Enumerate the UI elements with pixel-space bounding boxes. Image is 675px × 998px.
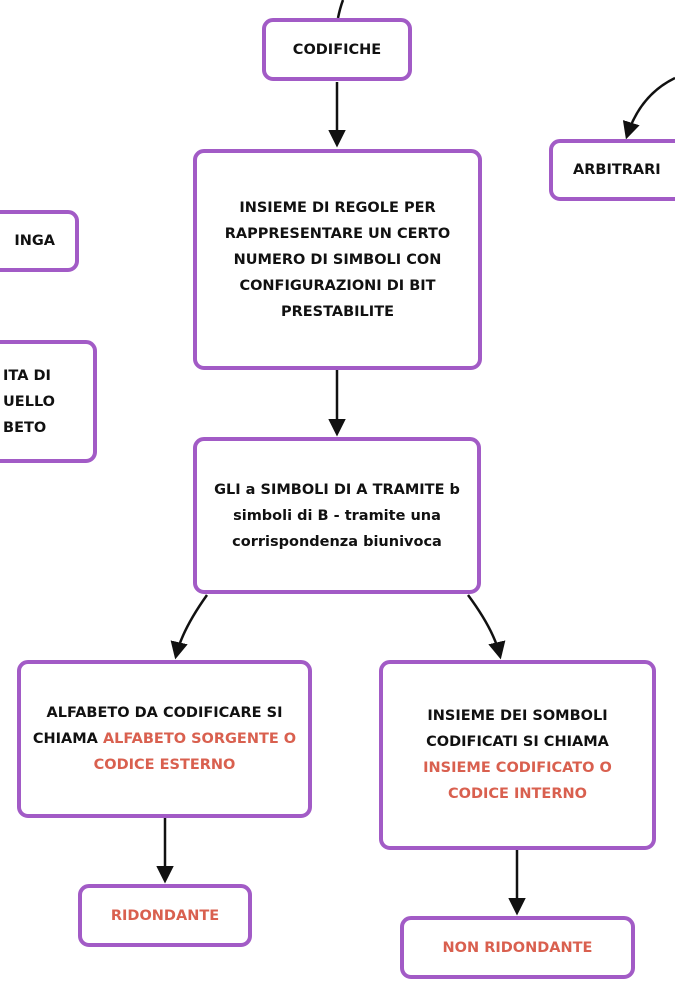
edge-corrispondenza-to-insieme [468, 595, 500, 656]
node-ridondante-label: RIDONDANTE [110, 907, 220, 924]
node-alfabeto-sorgente-accent: ALFABETO SORGENTE O CODICE ESTERNO [93, 731, 297, 773]
node-ridondante [78, 884, 252, 947]
node-left-partial-line3: BETO [3, 419, 47, 436]
edge-from-top [338, 0, 343, 18]
node-non-ridondante-label: NON RIDONDANTE [442, 939, 593, 956]
node-arbitrari [549, 139, 675, 201]
node-arbitrari-label: ARBITRARI [573, 162, 661, 178]
edge-corrispondenza-to-alfabeto [176, 595, 207, 656]
node-alfabeto-sorgente [17, 660, 312, 818]
node-corrispondenza [193, 437, 481, 594]
node-stringa-partial-label: INGA [14, 233, 55, 249]
node-definizione-label: INSIEME DI REGOLE PER RAPPRESENTARE UN CERTO NUMERO DI SIMBOLI CON CONFIGURAZIONI DI BIT PRESTABILITE [224, 199, 451, 320]
node-insieme-codificato-accent: INSIEME CODIFICATO O CODICE INTERNO [423, 760, 612, 802]
node-codifiche [262, 18, 412, 81]
node-non-ridondante [400, 916, 635, 979]
edge-to-arbitrari [627, 78, 675, 136]
node-definizione [193, 149, 482, 370]
node-insieme-codificato-text [397, 703, 638, 807]
node-left-partial [0, 340, 97, 463]
node-insieme-codificato [379, 660, 656, 850]
node-alfabeto-sorgente-plain: ALFABETO DA CODIFICARE SI CHIAMA [32, 705, 283, 747]
node-corrispondenza-label: GLI a SIMBOLI DI A TRAMITE b simboli di B - tramite una corrispondenza biunivoca [214, 481, 460, 550]
node-left-partial-line2: UELLO [3, 393, 55, 410]
node-alfabeto-sorgente-text [29, 700, 300, 778]
node-insieme-codificato-plain: INSIEME DEI SOMBOLI CODIFICATI SI CHIAMA [426, 708, 609, 750]
node-left-partial-text [3, 363, 55, 441]
node-left-partial-line1: ITA DI [3, 367, 51, 384]
node-stringa-partial [0, 210, 79, 272]
node-codifiche-label: CODIFICHE [292, 41, 382, 58]
